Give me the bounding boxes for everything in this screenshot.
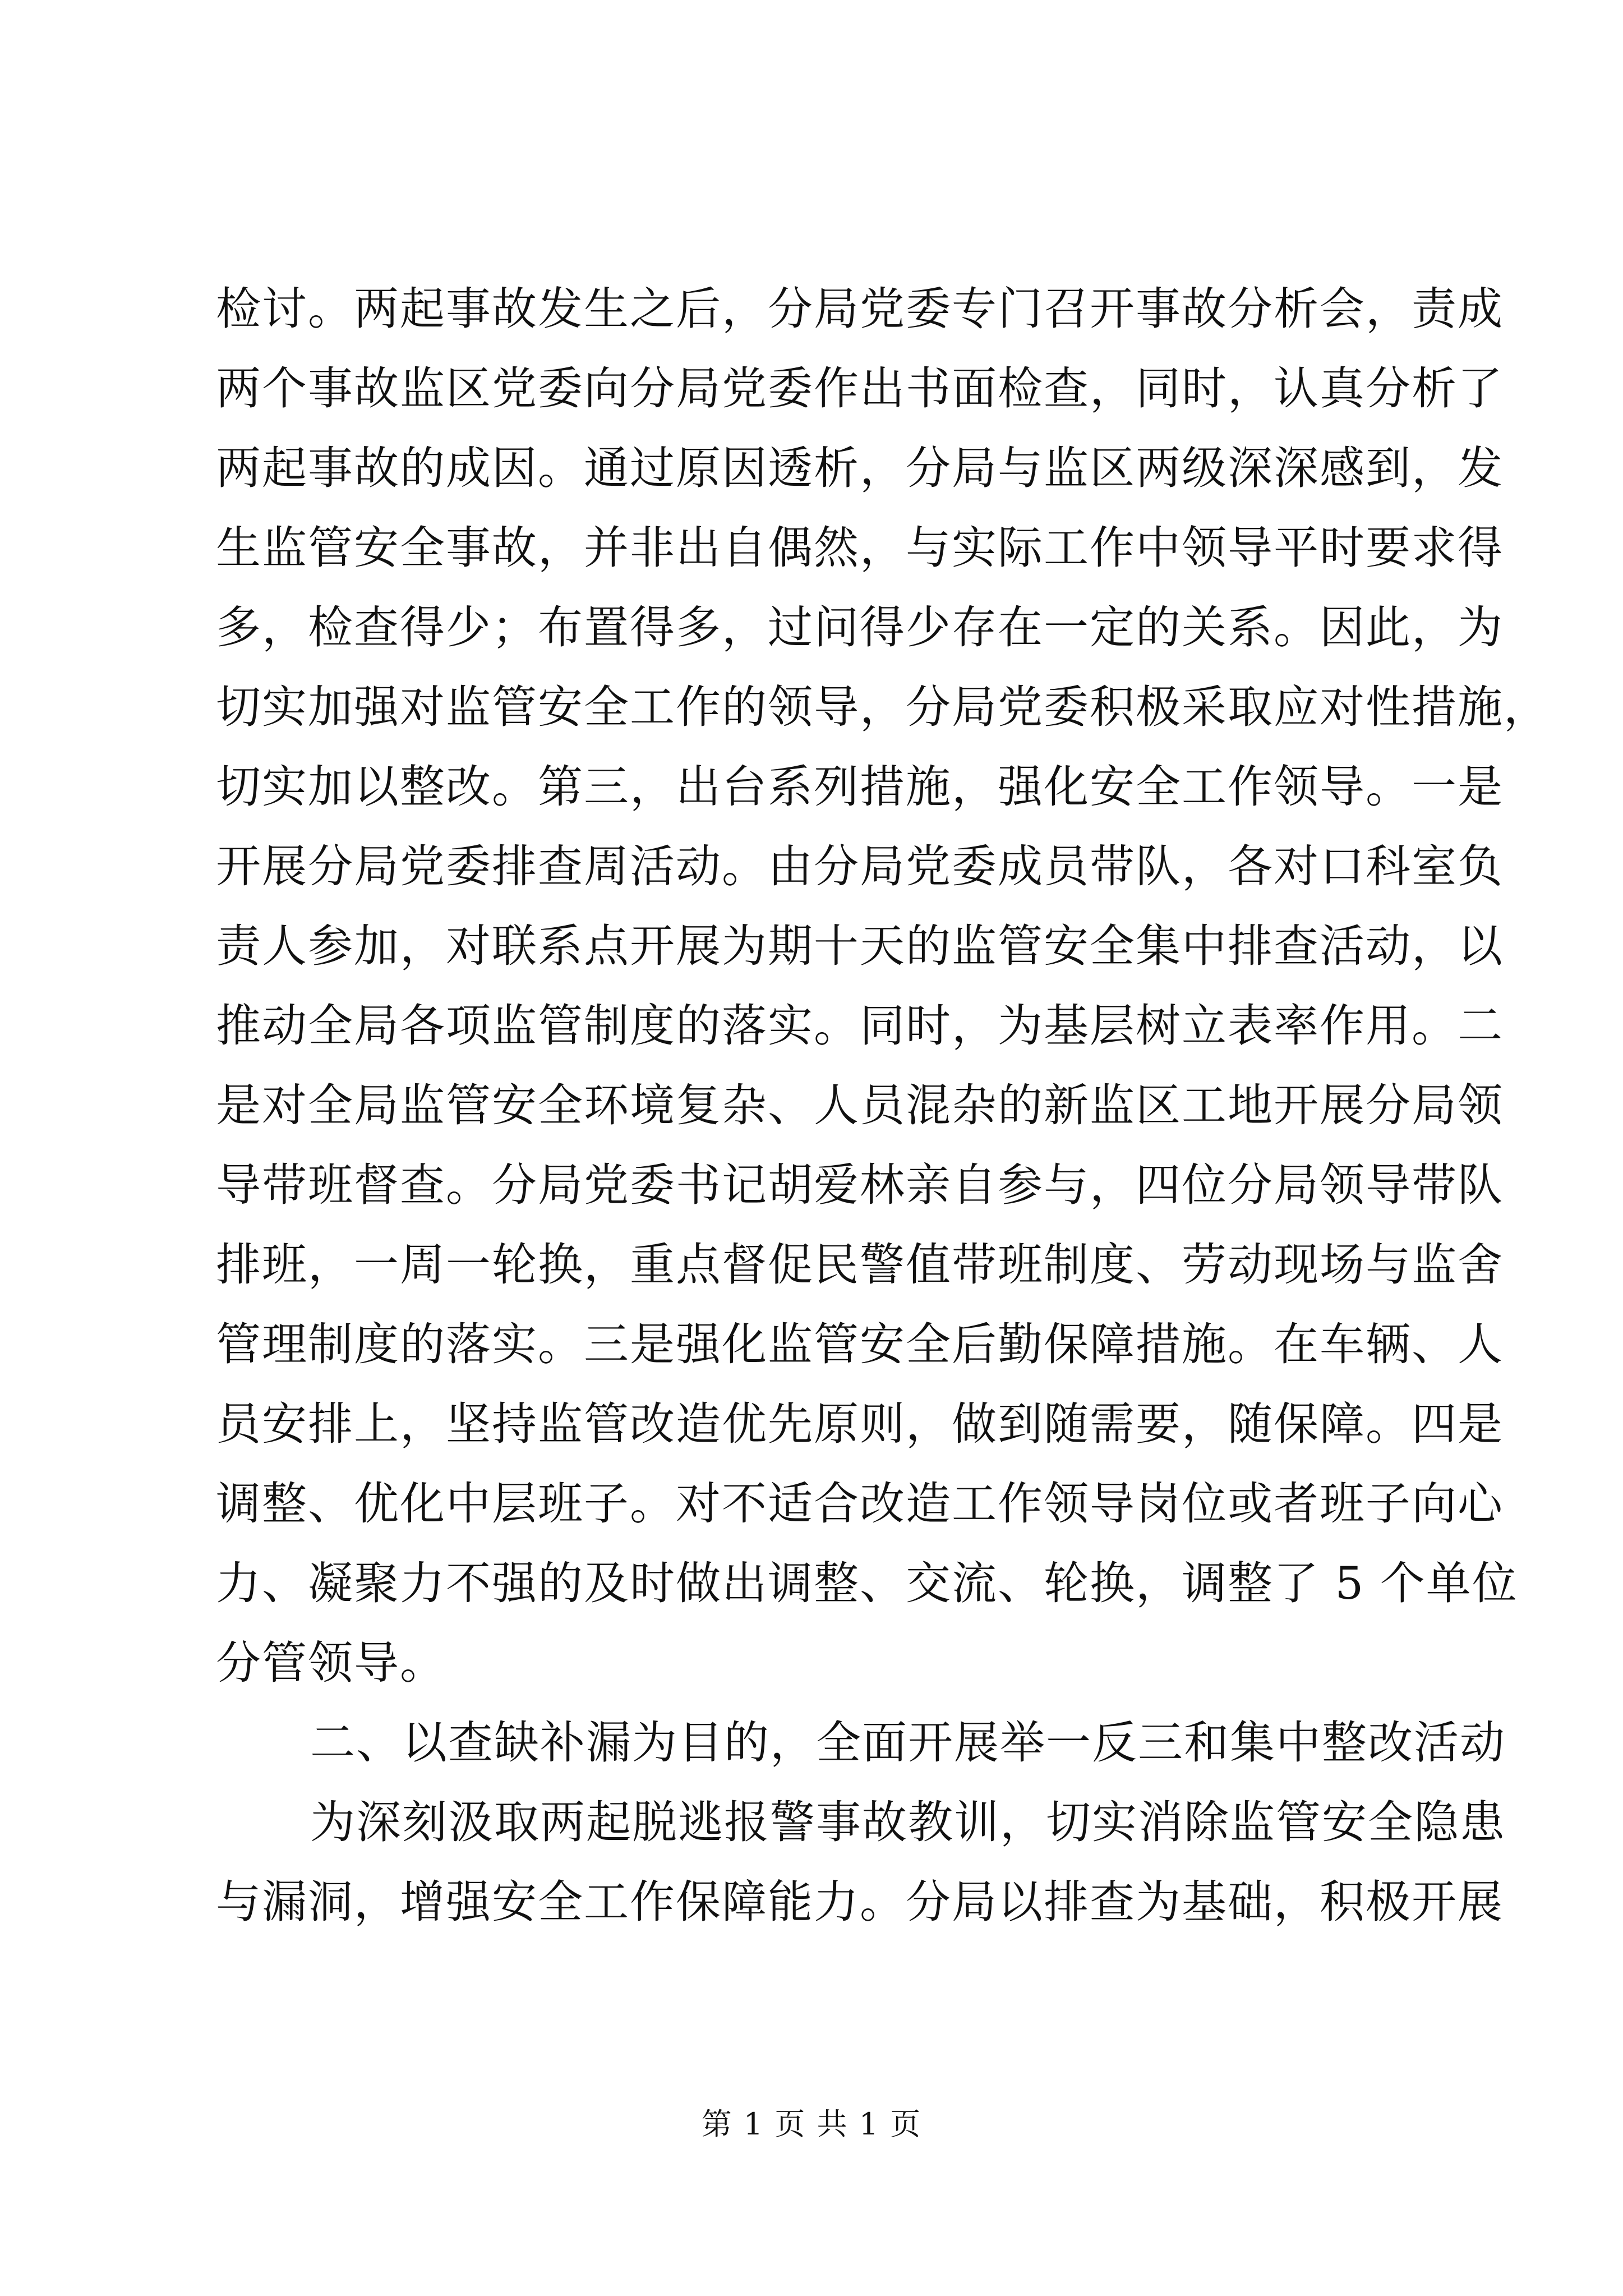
text-line: 推动全局各项监管制度的落实。同时，为基层树立表率作用。二 bbox=[216, 1000, 1504, 1052]
text-line: 调整、优化中层班子。对不适合改造工作领导岗位或者班子向心 bbox=[216, 1478, 1504, 1530]
page-number-label: 第 1 页 共 1 页 bbox=[701, 2106, 922, 2142]
text-line: 切实加强对监管安全工作的领导，分局党委积极采取应对性措施， bbox=[216, 681, 1550, 733]
section-heading: 二、以查缺补漏为目的，全面开展举一反三和集中整改活动 bbox=[310, 1717, 1506, 1769]
text-line: 力、凝聚力不强的及时做出调整、交流、轮换，调整了 5 个单位 bbox=[216, 1557, 1518, 1609]
text-line: 两个事故监区党委向分局党委作出书面检查，同时，认真分析了 bbox=[216, 362, 1504, 415]
text-line: 导带班督查。分局党委书记胡爱林亲自参与，四位分局领导带队 bbox=[216, 1159, 1504, 1211]
text-line: 开展分局党委排查周活动。由分局党委成员带队，各对口科室负 bbox=[216, 840, 1504, 892]
text-line: 员安排上，坚持监管改造优先原则，做到随需要，随保障。四是 bbox=[216, 1398, 1504, 1450]
text-line: 与漏洞，增强安全工作保障能力。分局以排查为基础，积极开展 bbox=[216, 1876, 1504, 1928]
text-line: 为深刻汲取两起脱逃报警事故教训，切实消除监管安全隐患 bbox=[310, 1796, 1506, 1848]
text-line: 两起事故的成因。通过原因透析，分局与监区两级深深感到，发 bbox=[216, 442, 1504, 494]
text-line: 分管领导。 bbox=[216, 1637, 446, 1689]
text-line: 排班，一周一轮换，重点督促民警值带班制度、劳动现场与监舍 bbox=[216, 1239, 1504, 1291]
text-line: 是对全局监管安全环境复杂、人员混杂的新监区工地开展分局领 bbox=[216, 1079, 1504, 1131]
text-line: 管理制度的落实。三是强化监管安全后勤保障措施。在车辆、人 bbox=[216, 1318, 1504, 1370]
text-line: 责人参加，对联系点开展为期十天的监管安全集中排查活动，以 bbox=[216, 920, 1504, 972]
page-footer bbox=[0, 2105, 1623, 2144]
text-line: 多，检查得少；布置得多，过问得少存在一定的关系。因此，为 bbox=[216, 601, 1504, 654]
text-line: 检讨。两起事故发生之后，分局党委专门召开事故分析会，责成 bbox=[216, 283, 1504, 335]
text-line: 切实加以整改。第三，出台系列措施，强化安全工作领导。一是 bbox=[216, 761, 1504, 813]
document-body bbox=[216, 269, 1550, 1942]
text-line: 生监管安全事故，并非出自偶然，与实际工作中领导平时要求得 bbox=[216, 522, 1504, 574]
